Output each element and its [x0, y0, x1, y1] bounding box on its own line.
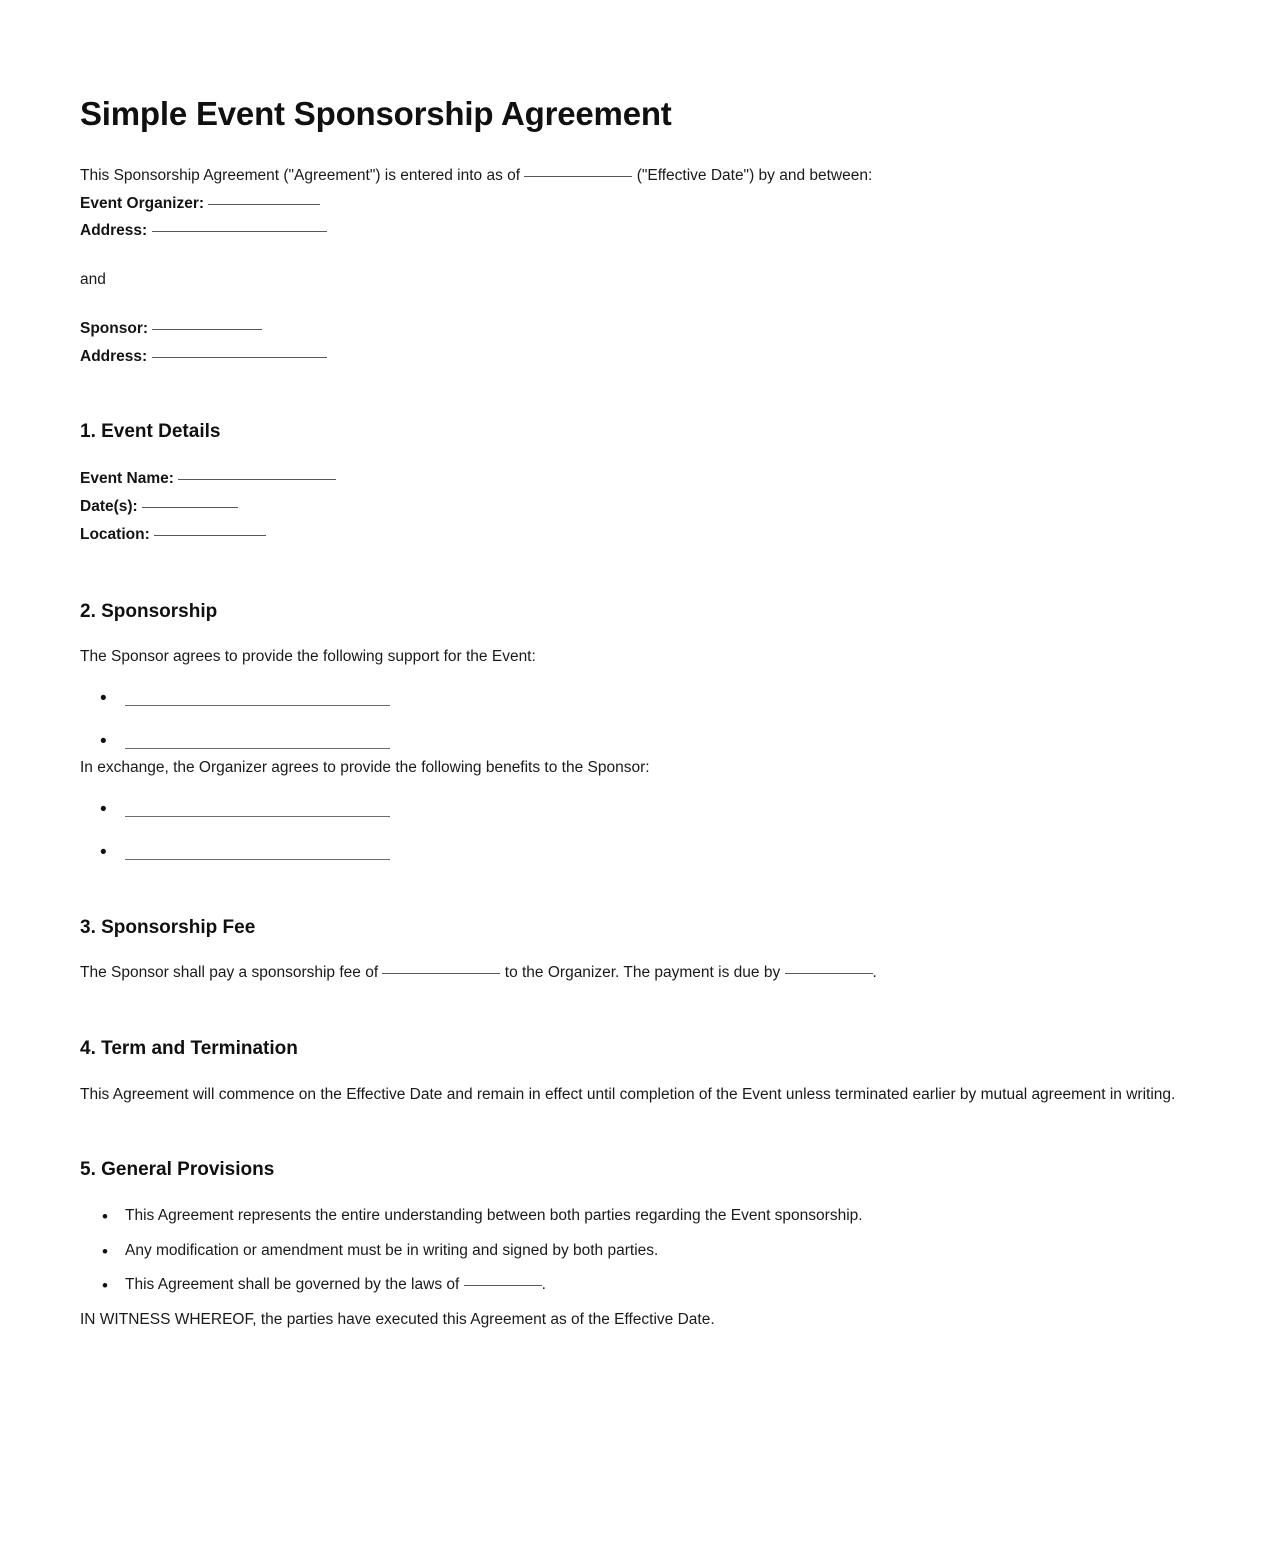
section-heading-sponsorship: 2. Sponsorship: [80, 600, 218, 622]
list-item[interactable]: [100, 804, 1183, 823]
benefit-items-list: [80, 804, 1183, 866]
event-details-fields: [80, 465, 1183, 550]
list-item: • Any modification or amendment must be in writing and signed by both parties.: [100, 1238, 1183, 1265]
list-item[interactable]: [100, 736, 1183, 755]
event-location-row: [80, 521, 1183, 549]
fee-text-part1: The Sponsor shall pay a sponsorship fee of: [80, 964, 379, 982]
organizer-name-blank[interactable]: [208, 204, 320, 205]
page-title: Simple Event Sponsorship Agreement: [80, 95, 672, 132]
effective-date-blank[interactable]: [524, 176, 632, 177]
event-name-label: Event Name:: [80, 469, 174, 487]
section-heading-sponsorship-fee: 3. Sponsorship Fee: [80, 916, 256, 938]
list-item[interactable]: [100, 847, 1183, 866]
list-item[interactable]: [100, 693, 1183, 712]
event-name-blank[interactable]: [178, 479, 336, 480]
exchange-intro-paragraph: In exchange, the Organizer agrees to provide the following benefits to the Sponsor:: [80, 758, 650, 776]
event-location-label: Location:: [80, 526, 150, 544]
term-termination-paragraph: This Agreement will commence on the Effective Date and remain in effect until completion of the Event unless terminated earlier by mutual agreement in writing.: [80, 1085, 1176, 1103]
support-item-blank-2[interactable]: [125, 736, 390, 749]
event-location-blank[interactable]: [154, 535, 266, 536]
section-heading-general-provisions: 5. General Provisions: [80, 1159, 275, 1181]
event-dates-row: [80, 493, 1183, 521]
intro-paragraph: [80, 163, 1183, 190]
event-dates-blank[interactable]: [142, 507, 238, 508]
list-item: [100, 1272, 1183, 1299]
governing-law-blank[interactable]: [464, 1285, 542, 1286]
sponsor-address-blank[interactable]: [152, 357, 327, 358]
organizer-address-row: [80, 217, 1183, 245]
support-intro-paragraph: The Sponsor agrees to provide the following support for the Event:: [80, 648, 536, 666]
governing-law-period: .: [541, 1276, 546, 1294]
benefit-item-blank-1[interactable]: [125, 804, 390, 817]
support-item-blank-1[interactable]: [125, 693, 390, 706]
conjunction-and: and: [80, 270, 106, 288]
list-item: • This Agreement represents the entire understanding between both parties regarding the Event sponsorship.: [100, 1203, 1183, 1230]
organizer-row: [80, 190, 1183, 218]
organizer-address-blank[interactable]: [152, 231, 327, 232]
fee-paragraph: [80, 960, 1183, 987]
fee-text-part2: to the Organizer. The payment is due by: [504, 964, 781, 982]
general-provisions-list: [80, 1203, 1183, 1299]
fee-amount-blank[interactable]: [382, 973, 500, 974]
fee-due-date-blank[interactable]: [785, 973, 873, 974]
section-heading-term-termination: 4. Term and Termination: [80, 1037, 298, 1059]
event-name-row: [80, 465, 1183, 493]
organizer-party-block: [80, 190, 1183, 245]
fee-text-part3: .: [872, 964, 877, 982]
intro-text-before: This Sponsorship Agreement ("Agreement") is entered into as of: [80, 166, 521, 184]
governing-law-text: This Agreement shall be governed by the laws of: [125, 1276, 460, 1294]
sponsor-row: [80, 315, 1183, 343]
sponsor-name-blank[interactable]: [152, 329, 262, 330]
benefit-item-blank-2[interactable]: [125, 847, 390, 860]
closing-paragraph: IN WITNESS WHEREOF, the parties have executed this Agreement as of the Effective Date.: [80, 1310, 715, 1328]
organizer-address-label: Address:: [80, 222, 148, 240]
sponsor-label: Sponsor:: [80, 320, 149, 338]
organizer-label: Event Organizer:: [80, 194, 205, 212]
sponsor-address-row: [80, 343, 1183, 371]
sponsor-address-label: Address:: [80, 347, 148, 365]
intro-text-after: ("Effective Date") by and between:: [636, 166, 873, 184]
event-dates-label: Date(s):: [80, 498, 138, 516]
section-heading-event-details: 1. Event Details: [80, 421, 221, 443]
support-items-list: [80, 693, 1183, 755]
sponsor-party-block: [80, 315, 1183, 370]
